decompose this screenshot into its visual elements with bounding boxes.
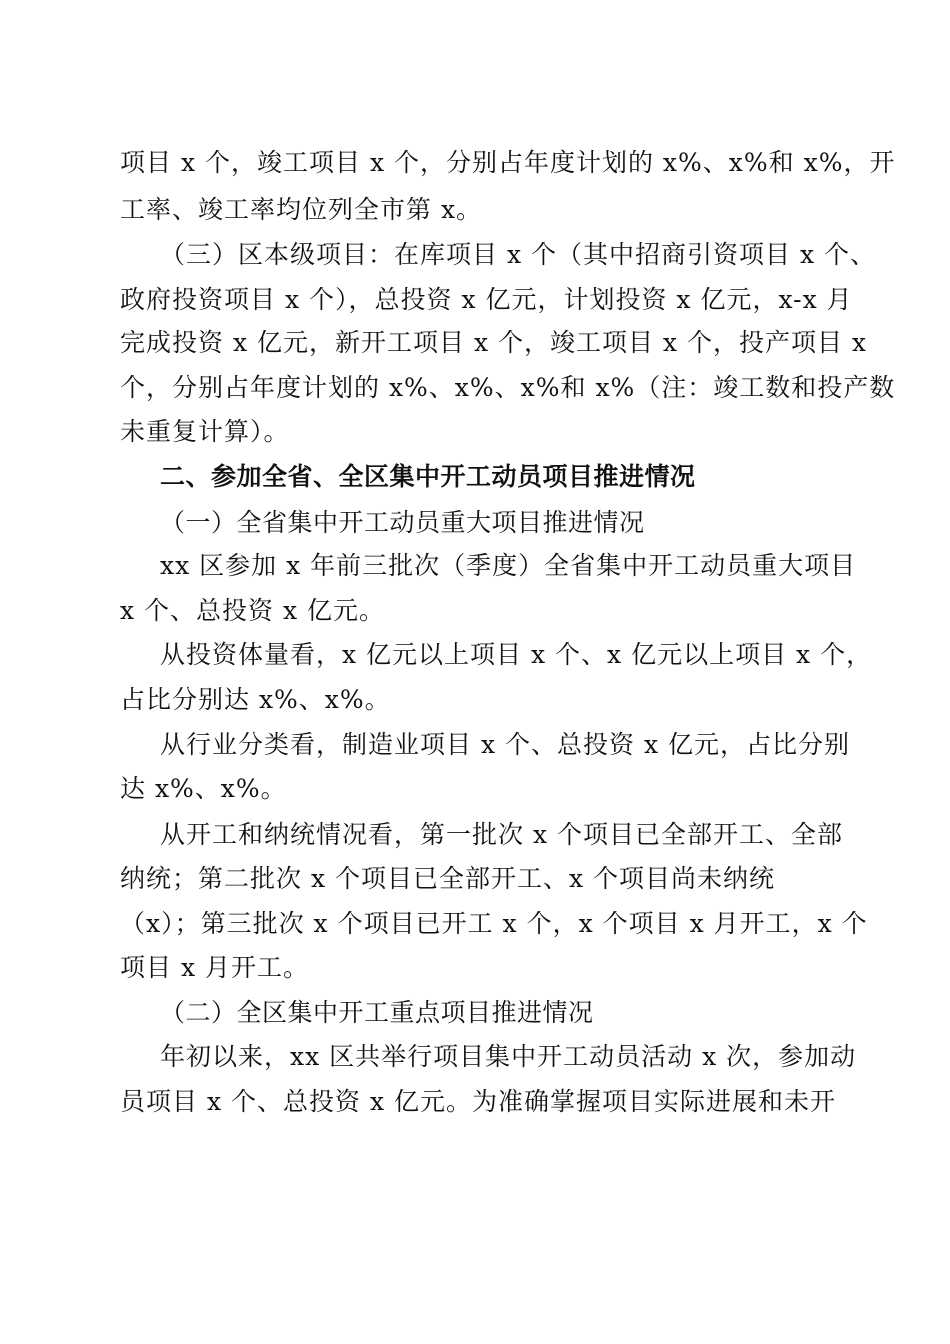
text-line: 达 x%、x%。 [120, 774, 287, 803]
text-line: 项目 x 个，竣工项目 x 个，分别占年度计划的 x%、x%和 x%，开 [120, 148, 896, 177]
subsection-heading: （二）全区集中开工重点项目推进情况 [160, 998, 594, 1027]
text-line: 员项目 x 个、总投资 x 亿元。为准确掌握项目实际进展和未开 [120, 1087, 836, 1116]
text-line: 纳统；第二批次 x 个项目已全部开工、x 个项目尚未纳统 [120, 864, 776, 893]
text-line: 从开工和纳统情况看，第一批次 x 个项目已全部开工、全部 [160, 820, 843, 849]
text-line: x 个、总投资 x 亿元。 [120, 596, 386, 625]
text-line: 工率、竣工率均位列全市第 x。 [120, 195, 483, 224]
text-line: 未重复计算）。 [120, 417, 290, 446]
text-line: （x）；第三批次 x 个项目已开工 x 个，x 个项目 x 月开工，x 个 [120, 909, 868, 938]
section-heading: 二、参加全省、全区集中开工动员项目推进情况 [160, 462, 696, 491]
text-line: xx 区参加 x 年前三批次（季度）全省集中开工动员重大项目 [160, 551, 857, 580]
text-line: 个，分别占年度计划的 x%、x%、x%和 x%（注：竣工数和投产数 [120, 373, 896, 402]
text-line: 从行业分类看，制造业项目 x 个、总投资 x 亿元，占比分别 [160, 730, 850, 759]
text-line: 完成投资 x 亿元，新开工项目 x 个，竣工项目 x 个，投产项目 x [120, 328, 868, 357]
text-line: 项目 x 月开工。 [120, 953, 309, 982]
text-line: （三）区本级项目：在库项目 x 个（其中招商引资项目 x 个、 [160, 240, 876, 269]
text-line: 从投资体量看，x 亿元以上项目 x 个、x 亿元以上项目 x 个， [160, 640, 873, 669]
subsection-heading: （一）全省集中开工动员重大项目推进情况 [160, 508, 645, 537]
text-line: 政府投资项目 x 个），总投资 x 亿元，计划投资 x 亿元，x-x 月 [120, 285, 853, 314]
text-line: 占比分别达 x%、x%。 [120, 685, 391, 714]
text-line: 年初以来，xx 区共举行项目集中开工动员活动 x 次，参加动 [160, 1042, 857, 1071]
